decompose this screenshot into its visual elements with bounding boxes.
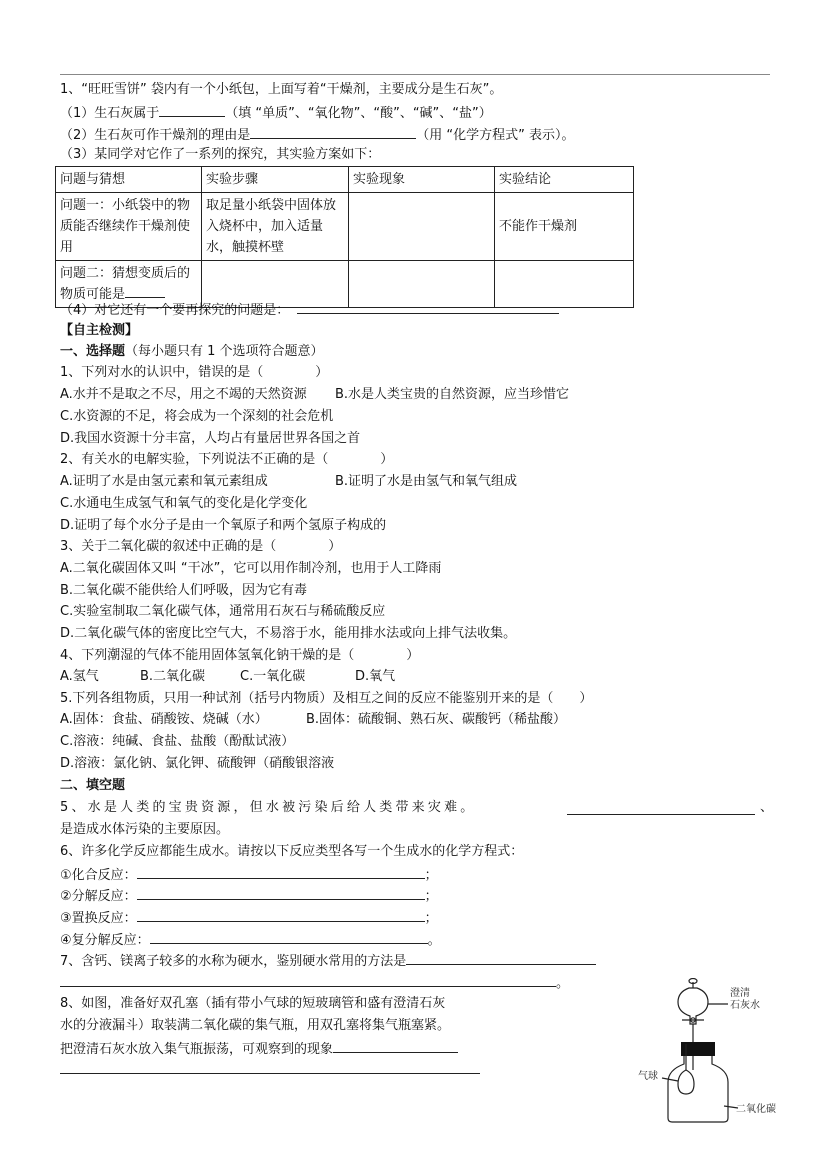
q1-part2-lead: （2）生石灰可作干燥剂的理由是 xyxy=(60,128,251,143)
figure-label-limewater-2: 石灰水 xyxy=(730,1000,760,1011)
figure-label-balloon: 气球 xyxy=(638,1071,658,1082)
figure-label-co2: 二氧化碳 xyxy=(736,1104,776,1115)
fill-q7-blank1[interactable] xyxy=(406,951,596,965)
mc-q3-option-a[interactable]: A.二氧化碳固体又叫 “干冰”，它可以用作制冷剂，也用于人工降雨 xyxy=(60,561,442,576)
mc-q2-stem: 2、有关水的电解实验，下列说法不正确的是（ ） xyxy=(60,452,394,467)
fill-q6-r1 xyxy=(60,865,438,885)
fill-q6-r3-end: ； xyxy=(424,911,438,926)
table-cell: 不能作干燥剂 xyxy=(495,193,634,261)
section1-note: （每小题只有 1 个选项符合题意） xyxy=(125,344,324,359)
experiment-table xyxy=(55,166,634,308)
mc-q4-option-b[interactable]: B.二氧化碳 xyxy=(140,669,206,684)
fill-q6-r2-end: ； xyxy=(424,889,438,904)
table-header: 实验现象 xyxy=(349,167,495,193)
q1-part1 xyxy=(60,103,492,123)
mc-q4-option-c[interactable]: C.一氧化碳 xyxy=(240,669,306,684)
fill-q5-comma: 、 xyxy=(760,800,774,815)
mc-q5-option-b[interactable]: B.固体：硫酸铜、熟石灰、碳酸钙（稀盐酸） xyxy=(306,712,567,727)
mc-q5-option-d[interactable]: D.溶液：氯化钠、氯化钾、硫酸钾（硝酸银溶液 xyxy=(60,756,335,771)
fill-q8-line2: 水的分液漏斗）取装满二氧化碳的集气瓶，用双孔塞将集气瓶塞紧。 xyxy=(60,1018,451,1033)
mc-q4-stem: 4、下列潮湿的气体不能用固体氢氧化钠干燥的是（ ） xyxy=(60,648,420,663)
mc-q2-option-c[interactable]: C.水通电生成氢气和氧气的变化是化学变化 xyxy=(60,496,308,511)
mc-q3-option-c[interactable]: C.实验室制取二氧化碳气体，通常用石灰石与稀硫酸反应 xyxy=(60,604,386,619)
table-cell: 问题一：小纸袋中的物质能否继续作干燥剂使用 xyxy=(56,193,202,261)
fill-q5-line2: 是造成水体污染的主要原因。 xyxy=(60,822,230,837)
mc-q2-option-b[interactable]: B.证明了水是由氢气和氧气组成 xyxy=(335,474,518,489)
fill-q6-r2-blank[interactable] xyxy=(137,886,425,900)
q1-intro: 1、“旺旺雪饼” 袋内有一个小纸包，上面写着“干燥剂，主要成分是生石灰”。 xyxy=(60,82,503,97)
mc-q1-option-c[interactable]: C.水资源的不足，将会成为一个深刻的社会危机 xyxy=(60,409,334,424)
table-header: 问题与猜想 xyxy=(56,167,202,193)
q1-part3: （3）某同学对它作了一系列的探究，其实验方案如下： xyxy=(60,147,381,162)
fill-q6-r4-blank[interactable] xyxy=(150,930,428,944)
q1-part2-tail: （用 “化学方程式” 表示）。 xyxy=(416,128,575,143)
mc-q1-stem: 1、下列对水的认识中，错误的是（ ） xyxy=(60,365,329,380)
q1-part4-blank[interactable] xyxy=(297,300,559,314)
mc-q1-option-a[interactable]: A.水并不是取之不尽，用之不竭的天然资源 xyxy=(60,387,307,402)
fill-q8-line1: 8、如图，准备好双孔塞（插有带小气球的短玻璃管和盛有澄清石灰 xyxy=(60,996,446,1011)
mc-q3-option-d[interactable]: D.二氧化碳气体的密度比空气大，不易溶于水，能用排水法或向上排气法收集。 xyxy=(60,626,517,641)
q1-part2 xyxy=(60,125,575,145)
fill-q5-line1: 5、水是人类的宝贵资源，但水被污染后给人类带来灾难。 xyxy=(60,800,477,815)
fill-q6-r2-label: ②分解反应： xyxy=(60,889,137,904)
fill-q6-r3-blank[interactable] xyxy=(137,908,425,922)
section2-title: 二、填空题 xyxy=(60,778,126,793)
fill-q7-end: 。 xyxy=(556,976,570,991)
fill-q8-blank1[interactable] xyxy=(333,1039,458,1053)
fill-q6-r2 xyxy=(60,886,438,906)
fill-q6-r4-end: 。 xyxy=(427,933,441,948)
fill-q7-text: 7、含钙、镁离子较多的水称为硬水，鉴别硬水常用的方法是 xyxy=(60,954,407,969)
mc-q5-stem: 5.下列各组物质，只用一种试剂（括号内物质）及相互之间的反应不能鉴别开来的是（ ） xyxy=(60,691,593,706)
table-cell-answer[interactable] xyxy=(349,193,495,261)
fill-q6-r4 xyxy=(60,930,441,950)
mc-q2-option-a[interactable]: A.证明了水是由氢元素和氧元素组成 xyxy=(60,474,268,489)
mc-q5-option-a[interactable]: A.固体：食盐、硝酸铵、烧碱（水） xyxy=(60,712,268,727)
mc-q4-option-a[interactable]: A.氢气 xyxy=(60,669,99,684)
fill-q7-stem xyxy=(60,951,596,971)
apparatus-figure xyxy=(638,978,788,1123)
q1-part1-tail: （填 “单质”、“氧化物”、“酸”、“碱”、“盐”） xyxy=(225,106,492,121)
table-row xyxy=(56,193,634,261)
mc-q3-stem: 3、关于二氧化碳的叙述中正确的是（ ） xyxy=(60,539,342,554)
fill-q6-r4-label: ④复分解反应： xyxy=(60,933,150,948)
fill-q6-r3 xyxy=(60,908,438,928)
mc-q4-option-d[interactable]: D.氧气 xyxy=(355,669,396,684)
table-header: 实验结论 xyxy=(495,167,634,193)
table-cell: 取足量小纸袋中固体放入烧杯中，加入适量水，触摸杯壁 xyxy=(202,193,349,261)
fill-q6-r1-blank[interactable] xyxy=(137,865,425,879)
top-rule xyxy=(60,74,770,75)
q1-part1-lead: （1）生石灰属于 xyxy=(60,106,160,121)
mc-q1-option-b[interactable]: B.水是人类宝贵的自然资源，应当珍惜它 xyxy=(335,387,570,402)
mc-q3-option-b[interactable]: B.二氧化碳不能供给人们呼吸，因为它有毒 xyxy=(60,583,308,598)
self-test-title: 【自主检测】 xyxy=(60,323,139,338)
q1-part4 xyxy=(60,300,559,320)
fill-q8-line4 xyxy=(60,1060,480,1080)
table-header: 实验步骤 xyxy=(202,167,349,193)
figure-label-limewater-1: 澄清 xyxy=(730,988,750,999)
section1-title: 一、选择题 xyxy=(60,344,126,359)
q1-part1-blank[interactable] xyxy=(159,103,225,117)
fill-q8-text: 把澄清石灰水放入集气瓶振荡，可观察到的现象 xyxy=(60,1042,334,1057)
mc-q5-option-c[interactable]: C.溶液：纯碱、食盐、盐酸（酚酞试液） xyxy=(60,734,295,749)
table-cell-blank[interactable] xyxy=(125,284,165,298)
fill-q6-r3-label: ③置换反应： xyxy=(60,911,137,926)
fill-q6-r1-end: ； xyxy=(424,868,438,883)
q1-part2-blank[interactable] xyxy=(250,125,416,139)
fill-q8-line3 xyxy=(60,1039,458,1059)
fill-q8-blank2[interactable] xyxy=(60,1060,480,1074)
mc-q2-option-d[interactable]: D.证明了每个水分子是由一个氧原子和两个氢原子构成的 xyxy=(60,518,387,533)
fill-q7-blank2[interactable] xyxy=(60,973,556,987)
fill-q6-stem: 6、许多化学反应都能生成水。请按以下反应类型各写一个生成水的化学方程式： xyxy=(60,844,524,859)
mc-q1-option-d[interactable]: D.我国水资源十分丰富，人均占有量居世界各国之首 xyxy=(60,431,361,446)
fill-q5-blank[interactable] xyxy=(567,801,755,815)
fill-q6-r1-label: ①化合反应： xyxy=(60,868,137,883)
q1-part4-lead: （4）对它还有一个要再探究的问题是： xyxy=(60,303,290,318)
fill-q7-line2 xyxy=(60,973,569,993)
table-header-row xyxy=(56,167,634,193)
table-cell-text: 问题二：猜想变质后的物质可能是 xyxy=(60,266,191,302)
section1-header xyxy=(60,343,324,361)
